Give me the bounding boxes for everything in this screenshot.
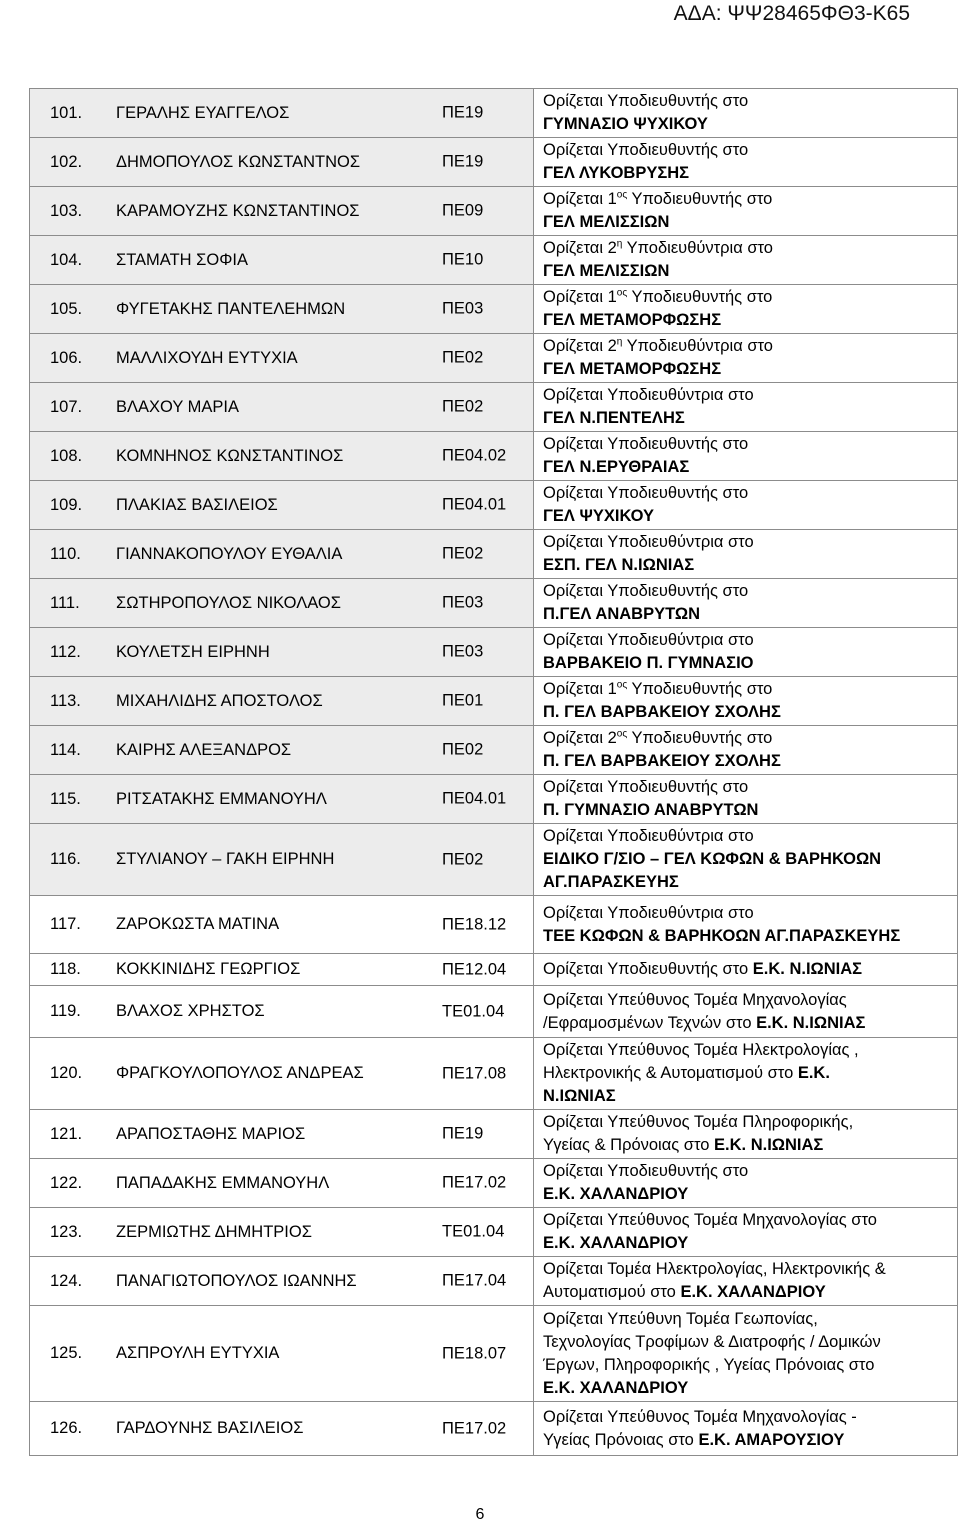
specialty-code: ΤΕ01.04 <box>442 1222 505 1241</box>
row-number: 107. <box>50 397 83 416</box>
staff-name: ΜΙΧΑΗΛΙΔΗΣ ΑΠΟΣΤΟΛΟΣ <box>116 691 323 710</box>
staff-name: ΓΕΡΑΛΗΣ ΕΥΑΓΓΕΛΟΣ <box>116 103 290 122</box>
table-row <box>30 1038 958 1110</box>
staff-name: ΓΑΡΔΟΥΝΗΣ ΒΑΣΙΛΕΙΟΣ <box>116 1419 304 1437</box>
row-number: 105. <box>50 299 83 318</box>
ada-code: ΑΔΑ: ΨΨ28465ΦΘ3-Κ65 <box>673 2 910 25</box>
staff-name: ΠΑΠΑΔΑΚΗΣ ΕΜΜΑΝΟΥΗΛ <box>116 1173 330 1192</box>
row-number: 112. <box>50 642 81 661</box>
row-number: 118. <box>50 960 81 978</box>
specialty-code: ΠΕ17.02 <box>442 1419 507 1437</box>
table-row <box>30 89 958 138</box>
assignment-line: Ορίζεται $1^{o\varsigma}$ Υποδιευθυντής στο <box>543 287 773 306</box>
specialty-code: ΠΕ19 <box>442 103 484 122</box>
staff-member-cell <box>30 187 534 236</box>
assignment-line: Ηλεκτρονικής & Αυτοματισμού στο Ε.Κ. <box>543 1064 830 1082</box>
table-row <box>30 1306 958 1402</box>
row-number: 114. <box>50 740 81 759</box>
row-number: 113. <box>50 691 81 710</box>
staff-member-cell <box>30 334 534 383</box>
specialty-code: ΠΕ03 <box>442 299 484 318</box>
staff-member-cell <box>30 1110 534 1159</box>
assignment-cell <box>534 236 958 285</box>
assignment-line: Έργων, Πληροφορικής , Υγείας Πρόνοιας στο <box>543 1355 875 1374</box>
assignment-line: Ορίζεται Υποδιευθυντής στο <box>543 435 749 453</box>
specialty-code: ΠΕ01 <box>442 691 484 710</box>
assignment-cell <box>534 677 958 726</box>
row-number: 109. <box>50 495 83 514</box>
assignment-line: ΓΕΛ ΜΕΤΑΜΟΡΦΩΣΗΣ <box>543 360 722 378</box>
table-row <box>30 954 958 986</box>
row-number: 110. <box>50 544 81 563</box>
assignment-line: Ορίζεται Υποδιευθυντής στο <box>543 582 749 600</box>
table-row <box>30 579 958 628</box>
assignment-line: ΓΕΛ ΜΕΤΑΜΟΡΦΩΣΗΣ <box>543 311 722 329</box>
table-row <box>30 1159 958 1208</box>
table-row <box>30 775 958 824</box>
assignment-line: Υγείας & Πρόνοιας στο Ε.Κ. Ν.ΙΩΝΙΑΣ <box>543 1136 824 1154</box>
assignment-line: Ε.Κ. ΧΑΛΑΝΔΡΙΟΥ <box>543 1378 689 1397</box>
assignment-line: Ν.ΙΩΝΙΑΣ <box>543 1087 616 1105</box>
assignment-line: Ορίζεται $1^{o\varsigma}$ Υποδιευθυντής στο <box>543 189 773 208</box>
assignment-cell <box>534 986 958 1038</box>
table-row <box>30 285 958 334</box>
staff-member-cell <box>30 1306 534 1402</box>
staff-name: ΣΤΑΜΑΤΗ ΣΟΦΙΑ <box>116 250 248 269</box>
specialty-code: ΠΕ03 <box>442 593 484 612</box>
staff-name: ΣΤΥΛΙΑΝΟΥ – ΓΑΚΗ ΕΙΡΗΝΗ <box>116 850 335 868</box>
staff-member-cell <box>30 954 534 986</box>
staff-member-cell <box>30 726 534 775</box>
assignment-cell <box>534 334 958 383</box>
staff-member-cell <box>30 481 534 530</box>
staff-name: ΠΛΑΚΙΑΣ ΒΑΣΙΛΕΙΟΣ <box>116 495 278 514</box>
assignment-line: ΓΕΛ ΜΕΛΙΣΣΙΩΝ <box>543 262 670 280</box>
row-number: 119. <box>50 1002 81 1020</box>
staff-member-cell <box>30 1159 534 1208</box>
staff-member-cell <box>30 579 534 628</box>
assignment-line: Ορίζεται Υποδιευθυντής στο <box>543 484 749 502</box>
staff-member-cell <box>30 89 534 138</box>
staff-member-cell <box>30 383 534 432</box>
assignment-cell <box>534 1306 958 1402</box>
staff-member-cell <box>30 824 534 896</box>
assignment-line: ΒΑΡΒΑΚΕΙΟ Π. ΓΥΜΝΑΣΙΟ <box>543 654 754 672</box>
staff-name: ΒΛΑΧΟΣ ΧΡΗΣΤΟΣ <box>116 1002 265 1020</box>
row-number: 101. <box>50 103 83 122</box>
assignment-line: Ορίζεται Υποδιευθυντής στο Ε.Κ. Ν.ΙΩΝΙΑΣ <box>543 960 863 978</box>
assignment-line: ΓΕΛ Ν.ΕΡΥΘΡΑΙΑΣ <box>543 458 690 476</box>
assignment-cell <box>534 285 958 334</box>
specialty-code: ΠΕ17.08 <box>442 1064 507 1082</box>
assignment-cell <box>534 530 958 579</box>
table-row <box>30 628 958 677</box>
table-row <box>30 726 958 775</box>
row-number: 122. <box>50 1173 83 1192</box>
table-row <box>30 1208 958 1257</box>
staff-name: ΦΡΑΓΚΟΥΛΟΠΟΥΛΟΣ ΑΝΔΡΕΑΣ <box>116 1064 364 1082</box>
assignment-line: Ορίζεται Υποδιευθυντής στο <box>543 141 749 159</box>
specialty-code: ΠΕ17.02 <box>442 1173 507 1192</box>
assignment-cell <box>534 481 958 530</box>
assignment-line: Ε.Κ. ΧΑΛΑΝΔΡΙΟΥ <box>543 1234 689 1252</box>
row-number: 103. <box>50 201 83 220</box>
assignment-cell <box>534 1038 958 1110</box>
row-number: 104. <box>50 250 83 269</box>
staff-name: ΑΡΑΠΟΣΤΑΘΗΣ ΜΑΡΙΟΣ <box>116 1124 306 1143</box>
assignment-line: ΓΕΛ Ν.ΠΕΝΤΕΛΗΣ <box>543 409 685 427</box>
specialty-code: ΠΕ02 <box>442 850 484 868</box>
staff-member-cell <box>30 138 534 187</box>
row-number: 123. <box>50 1222 83 1241</box>
page-number: 6 <box>475 1506 485 1523</box>
specialty-code: ΠΕ02 <box>442 544 484 563</box>
assignment-line: /Εφραμοσμένων Τεχνών στο Ε.Κ. Ν.ΙΩΝΙΑΣ <box>543 1013 866 1032</box>
assignment-line: Ορίζεται Υποδιευθύντρια στο <box>543 827 754 845</box>
assignment-line: Ορίζεται Υπεύθυνος Τομέα Μηχανολογίας στο <box>543 1211 877 1229</box>
assignment-line: Ορίζεται Υποδιευθύντρια στο <box>543 533 754 551</box>
staff-name: ΓΙΑΝΝΑΚΟΠΟΥΛΟΥ ΕΥΘΑΛΙΑ <box>116 544 343 563</box>
row-number: 102. <box>50 152 83 171</box>
table-row <box>30 334 958 383</box>
assignment-line: Ορίζεται $2^{o\varsigma}$ Υποδιευθυντής στο <box>543 728 773 747</box>
staff-name: ΚΟΜΝΗΝΟΣ ΚΩΝΣΤΑΝΤΙΝΟΣ <box>116 446 344 465</box>
row-number: 111. <box>50 593 80 612</box>
specialty-code: ΤΕ01.04 <box>442 1002 505 1020</box>
assignment-cell <box>534 1402 958 1456</box>
staff-member-cell <box>30 530 534 579</box>
staff-name: ΑΣΠΡΟΥΛΗ ΕΥΤΥΧΙΑ <box>116 1344 280 1362</box>
specialty-code: ΠΕ02 <box>442 348 484 367</box>
assignment-cell <box>534 726 958 775</box>
staff-member-cell <box>30 677 534 726</box>
assignment-line: ΑΓ.ΠΑΡΑΣΚΕΥΗΣ <box>543 873 679 891</box>
assignment-cell <box>534 1110 958 1159</box>
staff-member-cell <box>30 236 534 285</box>
specialty-code: ΠΕ19 <box>442 1124 484 1143</box>
specialty-code: ΠΕ04.02 <box>442 446 507 465</box>
assignment-cell <box>534 1257 958 1306</box>
specialty-code: ΠΕ10 <box>442 250 484 269</box>
assignment-line: Ορίζεται Τομέα Ηλεκτρολογίας, Ηλεκτρονικής & <box>543 1260 886 1278</box>
specialty-code: ΠΕ02 <box>442 397 484 416</box>
staff-name: ΚΟΥΛΕΤΣΗ ΕΙΡΗΝΗ <box>116 642 270 661</box>
assignment-line: Π.ΓΕΛ ΑΝΑΒΡΥΤΩΝ <box>543 605 700 623</box>
assignment-line: ΓΕΛ ΜΕΛΙΣΣΙΩΝ <box>543 213 670 231</box>
staff-name: ΦΥΓΕΤΑΚΗΣ ΠΑΝΤΕΛΕΗΜΩΝ <box>116 299 346 318</box>
specialty-code: ΠΕ18.07 <box>442 1344 507 1362</box>
staff-name: ΖΕΡΜΙΩΤΗΣ ΔΗΜΗΤΡΙΟΣ <box>116 1222 312 1241</box>
assignment-line: Π. ΓΕΛ ΒΑΡΒΑΚΕΙΟΥ ΣΧΟΛΗΣ <box>543 703 781 721</box>
assignment-cell <box>534 579 958 628</box>
staff-member-cell <box>30 1038 534 1110</box>
specialty-code: ΠΕ04.01 <box>442 789 507 808</box>
assignment-line: ΕΙΔΙΚΟ Γ/ΣΙΟ – ΓΕΛ ΚΩΦΩΝ & ΒΑΡΗΚΟΩΝ <box>543 850 882 868</box>
assignment-line: Ορίζεται Υπεύθυνος Τομέα Μηχανολογίας - <box>543 1407 857 1426</box>
specialty-code: ΠΕ09 <box>442 201 484 220</box>
table-row <box>30 432 958 481</box>
staff-member-cell <box>30 896 534 954</box>
assignment-line: Ορίζεται Υποδιευθυντής στο <box>543 1162 749 1180</box>
table-row <box>30 896 958 954</box>
row-number: 108. <box>50 446 83 465</box>
assignment-line: Ορίζεται Υποδιευθυντής στο <box>543 778 749 796</box>
table-row <box>30 530 958 579</box>
staff-member-cell <box>30 1208 534 1257</box>
table-row <box>30 236 958 285</box>
assignments-table <box>29 88 958 1456</box>
assignment-line: Ορίζεται $1^{o\varsigma}$ Υποδιευθυντής στο <box>543 679 773 698</box>
table-row <box>30 677 958 726</box>
assignment-line: Ορίζεται Υπεύθυνος Τομέα Πληροφορικής, <box>543 1113 854 1131</box>
staff-name: ΔΗΜΟΠΟΥΛΟΣ ΚΩΝΣΤΑΝΤΝΟΣ <box>116 152 361 171</box>
assignment-line: Ε.Κ. ΧΑΛΑΝΔΡΙΟΥ <box>543 1185 689 1203</box>
assignment-line: Ορίζεται Υπεύθυνη Τομέα Γεωπονίας, <box>543 1309 818 1328</box>
assignment-cell <box>534 1208 958 1257</box>
specialty-code: ΠΕ12.04 <box>442 960 507 978</box>
assignment-line: Ορίζεται $2^\eta$ Υποδιευθύντρια στο <box>543 336 773 355</box>
assignment-cell <box>534 628 958 677</box>
assignment-cell <box>534 896 958 954</box>
row-number: 120. <box>50 1064 83 1082</box>
row-number: 126. <box>50 1419 83 1437</box>
table-row <box>30 1257 958 1306</box>
table-row <box>30 383 958 432</box>
staff-name: ΚΑΙΡΗΣ ΑΛΕΞΑΝΔΡΟΣ <box>116 740 292 759</box>
staff-name: ΖΑΡΟΚΩΣΤΑ ΜΑΤΙΝΑ <box>116 915 280 933</box>
staff-name: ΜΑΛΛΙΧΟΥΔΗ ΕΥΤΥΧΙΑ <box>116 348 298 367</box>
assignment-cell <box>534 1159 958 1208</box>
staff-name: ΣΩΤΗΡΟΠΟΥΛΟΣ ΝΙΚΟΛΑΟΣ <box>116 593 341 612</box>
table-row <box>30 1110 958 1159</box>
assignment-line: Ορίζεται Υποδιευθύντρια στο <box>543 903 754 922</box>
row-number: 116. <box>50 850 81 868</box>
staff-name: ΚΑΡΑΜΟΥΖΗΣ ΚΩΝΣΤΑΝΤΙΝΟΣ <box>116 201 360 220</box>
table-row <box>30 986 958 1038</box>
assignment-line: ΤΕΕ ΚΩΦΩΝ & ΒΑΡΗΚΟΩΝ ΑΓ.ΠΑΡΑΣΚΕΥΗΣ <box>543 926 901 945</box>
assignment-line: ΓΕΛ ΨΥΧΙΚΟΥ <box>543 507 654 525</box>
assignment-line: Ορίζεται $2^\eta$ Υποδιευθύντρια στο <box>543 238 773 257</box>
staff-name: ΒΛΑΧΟΥ ΜΑΡΙΑ <box>116 397 239 416</box>
row-number: 117. <box>50 915 81 933</box>
row-number: 115. <box>50 789 81 808</box>
assignment-cell <box>534 187 958 236</box>
assignment-line: Ορίζεται Υποδιευθύντρια στο <box>543 631 754 649</box>
specialty-code: ΠΕ17.04 <box>442 1271 507 1290</box>
assignment-cell <box>534 824 958 896</box>
row-number: 125. <box>50 1344 83 1362</box>
row-number: 106. <box>50 348 83 367</box>
table-row <box>30 1402 958 1456</box>
staff-member-cell <box>30 628 534 677</box>
assignment-line: Αυτοματισμού στο Ε.Κ. ΧΑΛΑΝΔΡΙΟΥ <box>543 1283 826 1301</box>
staff-member-cell <box>30 432 534 481</box>
staff-member-cell <box>30 1402 534 1456</box>
specialty-code: ΠΕ18.12 <box>442 915 507 933</box>
staff-member-cell <box>30 775 534 824</box>
staff-member-cell <box>30 986 534 1038</box>
row-number: 121. <box>50 1124 83 1143</box>
assignment-cell <box>534 383 958 432</box>
staff-member-cell <box>30 285 534 334</box>
assignment-line: Ορίζεται Υποδιευθύντρια στο <box>543 386 754 404</box>
assignment-line: ΓΕΛ ΛΥΚΟΒΡΥΣΗΣ <box>543 164 690 182</box>
table-row <box>30 481 958 530</box>
table-row <box>30 187 958 236</box>
assignment-line: Π. ΓΥΜΝΑΣΙΟ ΑΝΑΒΡΥΤΩΝ <box>543 801 759 819</box>
assignment-cell <box>534 432 958 481</box>
assignment-cell <box>534 954 958 986</box>
assignment-line: Ορίζεται Υπεύθυνος Τομέα Ηλεκτρολογίας , <box>543 1041 859 1059</box>
staff-name: ΡΙΤΣΑΤΑΚΗΣ ΕΜΜΑΝΟΥΗΛ <box>116 789 327 808</box>
specialty-code: ΠΕ19 <box>442 152 484 171</box>
assignment-line: Τεχνολογίας Τροφίμων & Διατροφής / Δομικών <box>543 1332 881 1351</box>
assignment-line: ΓΥΜΝΑΣΙΟ ΨΥΧΙΚΟΥ <box>543 115 708 133</box>
assignment-line: Π. ΓΕΛ ΒΑΡΒΑΚΕΙΟΥ ΣΧΟΛΗΣ <box>543 752 781 770</box>
table-row <box>30 824 958 896</box>
assignment-line: Ορίζεται Υπεύθυνος Τομέα Μηχανολογίας <box>543 990 847 1009</box>
assignment-cell <box>534 89 958 138</box>
staff-name: ΠΑΝΑΓΙΩΤΟΠΟΥΛΟΣ ΙΩΑΝΝΗΣ <box>116 1271 357 1290</box>
specialty-code: ΠΕ02 <box>442 740 484 759</box>
specialty-code: ΠΕ03 <box>442 642 484 661</box>
staff-member-cell <box>30 1257 534 1306</box>
specialty-code: ΠΕ04.01 <box>442 495 507 514</box>
staff-name: ΚΟΚΚΙΝΙΔΗΣ ΓΕΩΡΓΙΟΣ <box>116 960 301 978</box>
assignment-cell <box>534 138 958 187</box>
assignment-cell <box>534 775 958 824</box>
assignment-line: Ορίζεται Υποδιευθυντής στο <box>543 92 749 110</box>
table-row <box>30 138 958 187</box>
row-number: 124. <box>50 1271 83 1290</box>
assignment-line: ΕΣΠ. ΓΕΛ Ν.ΙΩΝΙΑΣ <box>543 556 695 574</box>
assignment-line: Υγείας Πρόνοιας στο Ε.Κ. ΑΜΑΡΟΥΣΙΟΥ <box>543 1430 845 1449</box>
